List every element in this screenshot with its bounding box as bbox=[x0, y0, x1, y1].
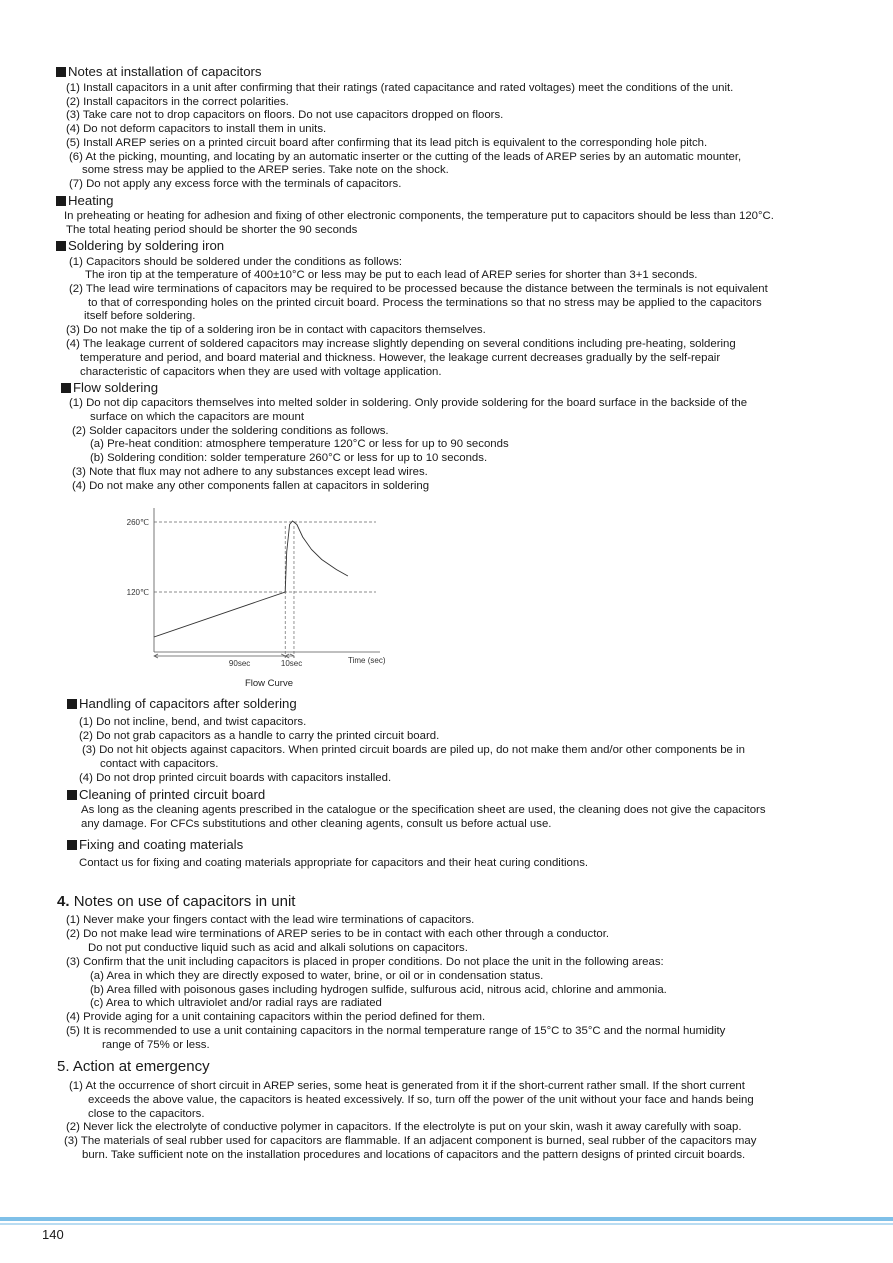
text-line: surface on which the capacitors are mount bbox=[90, 411, 305, 423]
text-line: (4) Do not deform capacitors to install them in units. bbox=[66, 123, 327, 135]
y-tick-label: 260℃ bbox=[126, 518, 149, 527]
text-line: range of 75% or less. bbox=[102, 1039, 210, 1051]
text-line: to that of corresponding holes on the printed circuit board. Process the terminations so that no stress may be applied to the capacitors bbox=[88, 297, 762, 309]
temperature-curve bbox=[154, 521, 348, 637]
text-line: (1) Do not dip capacitors themselves into melted solder in soldering. Only provide soldering for the board surface in the backside of the bbox=[69, 397, 748, 409]
text-line: Do not put conductive liquid such as acid and alkali solutions on capacitors. bbox=[88, 942, 468, 954]
text-line: (2) Never lick the electrolyte of conductive polymer in capacitors. If the electrolyte is put on your skin, wash it away carefully with soap. bbox=[66, 1121, 742, 1133]
text-line: (4) Provide aging for a unit containing capacitors within the period defined for them. bbox=[66, 1011, 486, 1023]
section-heading-installation: Notes at installation of capacitors bbox=[56, 64, 262, 79]
text-line: (2) The lead wire terminations of capacitors may be required to be processed because the distance between the terminals is not equivalent bbox=[69, 283, 768, 295]
text-line: (2) Do not grab capacitors as a handle to carry the printed circuit board. bbox=[79, 730, 440, 742]
square-bullet-icon bbox=[67, 699, 77, 709]
text-line: (c) Area to which ultraviolet and/or radial rays are radiated bbox=[90, 997, 382, 1009]
text-line: (1) Never make your fingers contact with the lead wire terminations of capacitors. bbox=[66, 914, 475, 926]
text-line: (3) The materials of seal rubber used for capacitors are flammable. If an adjacent component is burned, seal rubber of the capacitors may bbox=[64, 1135, 757, 1147]
text-line: (4) The leakage current of soldered capacitors may increase slightly depending on several conditions including pre-heating, soldering bbox=[66, 338, 736, 350]
text-line: The total heating period should be shorter the 90 seconds bbox=[66, 224, 358, 236]
section-heading-flow-soldering: Flow soldering bbox=[61, 380, 158, 395]
x-axis-label: Time (sec) bbox=[348, 656, 386, 665]
text-line: (4) Do not drop printed circuit boards with capacitors installed. bbox=[79, 772, 392, 784]
section-heading-use: 4. Notes on use of capacitors in unit bbox=[57, 893, 296, 910]
square-bullet-icon bbox=[61, 383, 71, 393]
text-line: (5) It is recommended to use a unit containing capacitors in the normal temperature range of 15°C to 35°C and the normal humidity bbox=[66, 1025, 726, 1037]
flow-curve-chart bbox=[110, 500, 390, 695]
section-heading-emergency: 5. Action at emergency bbox=[57, 1058, 210, 1075]
text-line: (1) At the occurrence of short circuit in AREP series, some heat is generated from it if the short-current rather small. If the short current bbox=[69, 1080, 745, 1092]
text-line: In preheating or heating for adhesion and fixing of other electronic components, the temperature put to capacitors should be less than 120°C. bbox=[64, 210, 774, 222]
text-line: any damage. For CFCs substitutions and other cleaning agents, consult us before actual use. bbox=[81, 818, 552, 830]
y-tick-label: 120℃ bbox=[126, 588, 149, 597]
text-line: close to the capacitors. bbox=[88, 1108, 205, 1120]
text-line: itself before soldering. bbox=[84, 310, 196, 322]
section-heading-fixing: Fixing and coating materials bbox=[67, 837, 243, 852]
text-line: (1) Do not incline, bend, and twist capacitors. bbox=[79, 716, 307, 728]
text-line: characteristic of capacitors when they are used with voltage application. bbox=[80, 366, 442, 378]
square-bullet-icon bbox=[67, 840, 77, 850]
text-line: (a) Pre-heat condition: atmosphere temperature 120°C or less for up to 90 seconds bbox=[90, 438, 509, 450]
text-line: (b) Soldering condition: solder temperature 260°C or less for up to 10 seconds. bbox=[90, 452, 488, 464]
text-line: (2) Do not make lead wire terminations of AREP series to be in contact with each other through a conductor. bbox=[66, 928, 610, 940]
text-line: temperature and period, and board material and thickness. However, the leakage current decreases gradually by the self-repair bbox=[80, 352, 721, 364]
text-line: (7) Do not apply any excess force with the terminals of capacitors. bbox=[69, 178, 402, 190]
text-line: exceeds the above value, the capacitors is heated excessively. If so, turn off the power of the unit without your face and hands being bbox=[88, 1094, 754, 1106]
text-line: (6) At the picking, mounting, and locating by an automatic inserter or the cutting of the leads of AREP series by an automatic mounter, bbox=[69, 151, 742, 163]
text-line: contact with capacitors. bbox=[100, 758, 219, 770]
text-line: burn. Take sufficient note on the installation procedures and locations of capacitors and the pattern designs of printed circuit boards. bbox=[82, 1149, 746, 1161]
square-bullet-icon bbox=[56, 196, 66, 206]
text-line: (3) Note that flux may not adhere to any substances except lead wires. bbox=[72, 466, 428, 478]
chart-title: Flow Curve bbox=[244, 678, 294, 689]
text-line: (5) Install AREP series on a printed circuit board after confirming that its lead pitch is equivalent to the corresponding hole pitch. bbox=[66, 137, 708, 149]
section-heading-heating: Heating bbox=[56, 193, 113, 208]
text-line: (3) Confirm that the unit including capacitors is placed in proper conditions. Do not place the unit in the following areas: bbox=[66, 956, 664, 968]
text-line: (3) Take care not to drop capacitors on floors. Do not use capacitors dropped on floors. bbox=[66, 109, 504, 121]
text-line: The iron tip at the temperature of 400±10°C or less may be put to each lead of AREP series for shorter than 3+1 seconds. bbox=[85, 269, 698, 281]
square-bullet-icon bbox=[56, 67, 66, 77]
square-bullet-icon bbox=[67, 790, 77, 800]
text-line: Contact us for fixing and coating materials appropriate for capacitors and their heat curing conditions. bbox=[79, 857, 589, 869]
text-line: (3) Do not hit objects against capacitors. When printed circuit boards are piled up, do not make them and/or other components be in bbox=[82, 744, 745, 756]
footer-rule bbox=[0, 1217, 893, 1221]
text-line: (1) Install capacitors in a unit after confirming that their ratings (rated capacitance and rated voltages) meet the conditions of the unit. bbox=[66, 82, 734, 94]
text-line: (2) Install capacitors in the correct polarities. bbox=[66, 96, 289, 108]
x-tick-label: 90sec bbox=[228, 659, 251, 668]
square-bullet-icon bbox=[56, 241, 66, 251]
text-line: (4) Do not make any other components fallen at capacitors in soldering bbox=[72, 480, 430, 492]
section-heading-soldering-iron: Soldering by soldering iron bbox=[56, 238, 224, 253]
text-line: (1) Capacitors should be soldered under the conditions as follows: bbox=[69, 256, 403, 268]
section-heading-cleaning: Cleaning of printed circuit board bbox=[67, 787, 265, 802]
footer-rule-light bbox=[0, 1223, 893, 1225]
section-heading-handling: Handling of capacitors after soldering bbox=[67, 696, 297, 711]
text-line: (3) Do not make the tip of a soldering iron be in contact with capacitors themselves. bbox=[66, 324, 486, 336]
text-line: As long as the cleaning agents prescribed in the catalogue or the specification sheet are used, the cleaning does not give the capacitors bbox=[81, 804, 766, 816]
text-line: (2) Solder capacitors under the soldering conditions as follows. bbox=[72, 425, 389, 437]
text-line: some stress may be applied to the AREP series. Take note on the shock. bbox=[82, 164, 449, 176]
text-line: (a) Area in which they are directly exposed to water, brine, or oil or in condensation status. bbox=[90, 970, 544, 982]
text-line: (b) Area filled with poisonous gases including hydrogen sulfide, sulfurous acid, nitrous acid, chlorine and ammonia. bbox=[90, 984, 667, 996]
page-number: 140 bbox=[42, 1227, 64, 1242]
x-tick-label: 10sec bbox=[280, 659, 303, 668]
